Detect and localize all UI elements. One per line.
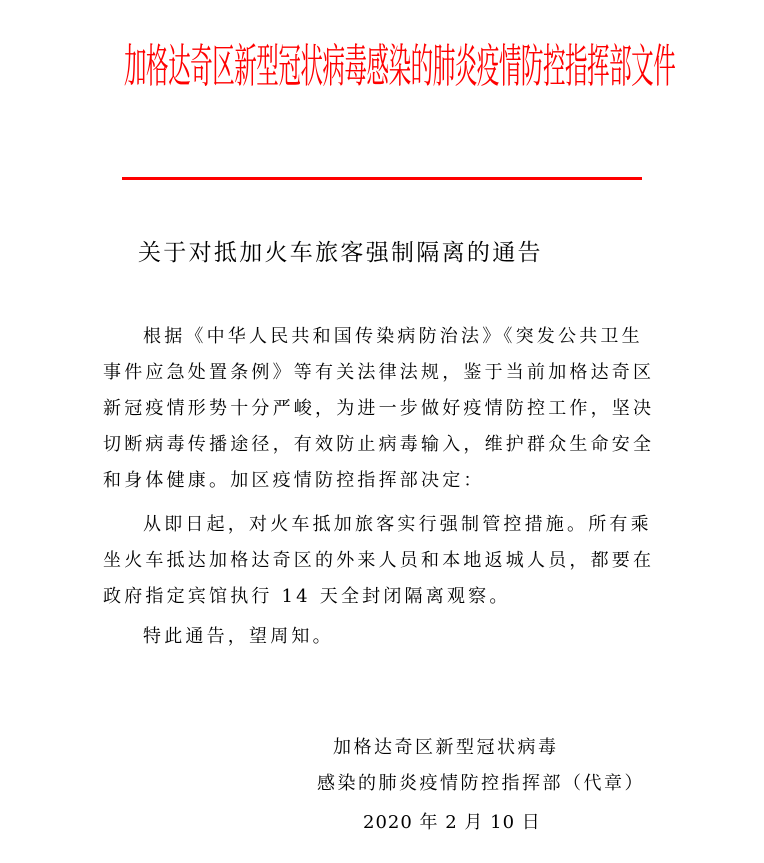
signature-org-line2: 感染的肺炎疫情防控指挥部（代章）: [317, 773, 645, 794]
signature-org-line1: 加格达奇区新型冠状病毒: [333, 737, 559, 758]
notice-title: 关于对抵加火车旅客强制隔离的通告: [138, 240, 543, 266]
red-divider: [122, 177, 642, 180]
body-line: 特此通告，望周知。: [143, 626, 334, 647]
body-line: 坐火车抵达加格达奇区的外来人员和本地返城人员，都要在: [103, 550, 655, 571]
body-line: 根据《中华人民共和国传染病防治法》《突发公共卫生: [143, 326, 643, 347]
body-line: 从即日起，对火车抵加旅客实行强制管控措施。所有乘: [143, 514, 652, 535]
signature-date: 2020 年 2 月 10 日: [363, 812, 541, 833]
body-line: 切断病毒传播途径，有效防止病毒输入，维护群众生命安全: [103, 434, 655, 455]
red-header: 加格达奇区新型冠状病毒感染的肺炎疫情防控指挥部文件: [124, 39, 676, 93]
body-line: 新冠疫情形势十分严峻，为进一步做好疫情防控工作，坚决: [103, 398, 655, 419]
body-line: 政府指定宾馆执行 14 天全封闭隔离观察。: [103, 586, 511, 607]
body-line: 和身体健康。加区疫情防控指挥部决定：: [103, 470, 485, 491]
body-line: 事件应急处置条例》等有关法律法规，鉴于当前加格达奇区: [103, 362, 655, 383]
